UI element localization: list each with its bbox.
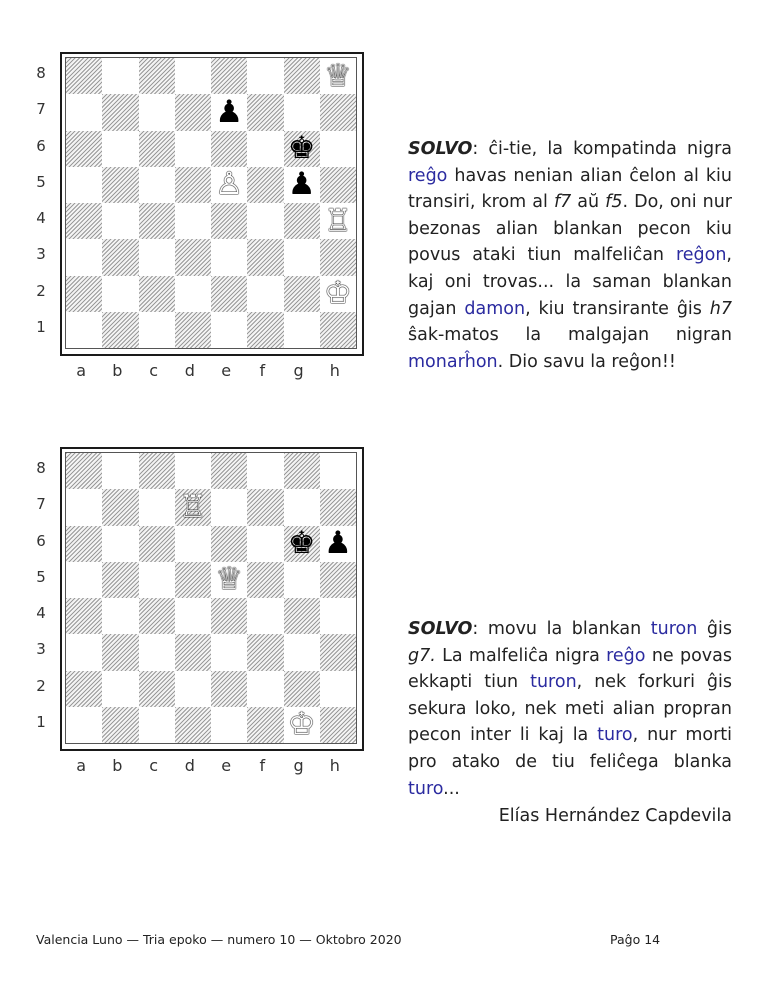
square-e2 [211,276,247,312]
square-b6 [102,526,138,562]
square-d8 [175,453,211,489]
rank-label: 5 [36,172,46,191]
square-a1 [66,707,102,743]
square-e4 [211,203,247,239]
square-h3 [320,634,356,670]
rank-label: 4 [36,209,46,227]
square-e7 [211,489,247,525]
file-label: h [329,756,340,775]
square-a3 [66,634,102,670]
square-a8 [66,58,102,94]
rank-label: 1 [36,712,46,731]
text-run: : ĉi-tie, la kompatinda nigra [472,139,732,159]
square-g7 [284,489,320,525]
rank-label: 4 [36,604,46,622]
square-ref: f5 [605,192,623,213]
square-ref: h7 [709,298,733,319]
square-f5 [247,562,283,598]
solution-text-2 [408,616,732,802]
square-h5 [320,562,356,598]
square-f8 [247,58,283,94]
square-f7 [247,489,283,525]
square-d2 [175,671,211,707]
square-d4 [175,203,211,239]
square-a8 [66,453,102,489]
rank-label: 2 [36,281,46,300]
square-d2 [175,276,211,312]
rank-labels [30,55,52,345]
square-c8 [139,453,175,489]
square-f6 [247,526,283,562]
square-a7 [66,489,102,525]
solvo-label: SOLVO [408,139,473,159]
square-g2 [284,671,320,707]
square-a4 [66,598,102,634]
rank-label: 8 [36,459,46,477]
square-c7 [139,489,175,525]
square-e5 [211,562,247,598]
square-c5 [139,562,175,598]
black-king-icon: ♚ [287,130,316,167]
file-label: c [149,361,159,380]
black-pawn-icon: ♟ [215,93,244,130]
square-g5 [284,167,320,203]
rank-label: 2 [36,676,46,695]
rank-label: 1 [36,317,46,336]
square-e5 [211,167,247,203]
square-b1 [102,312,138,348]
term-damon: damon [464,298,526,319]
square-g4 [284,598,320,634]
square-d7 [175,489,211,525]
file-label: e [221,756,232,775]
square-g7 [284,94,320,130]
solvo-label: SOLVO [408,619,473,639]
square-a2 [66,671,102,707]
square-a5 [66,167,102,203]
square-b2 [102,671,138,707]
footer-page-number: Paĝo 14 [610,932,661,947]
square-e3 [211,634,247,670]
square-c1 [139,312,175,348]
square-c8 [139,58,175,94]
square-e8 [211,453,247,489]
rank-label: 7 [36,100,46,119]
term-regon: reĝon [675,245,727,266]
file-label: b [112,756,123,775]
square-d4 [175,598,211,634]
text-run: La malfeliĉa nigra [435,645,607,666]
file-label: f [259,756,266,775]
square-d3 [175,634,211,670]
text-run: , nur morti pro atako de tiu feliĉega blanka [408,725,732,772]
file-label: e [221,361,232,380]
rank-label: 7 [36,495,46,514]
square-g6 [284,526,320,562]
square-h3 [320,239,356,275]
file-label: g [293,756,304,775]
square-h4 [320,598,356,634]
square-e1 [211,312,247,348]
square-g4 [284,203,320,239]
square-a5 [66,562,102,598]
square-a4 [66,203,102,239]
square-g2 [284,276,320,312]
file-labels [63,361,353,380]
square-a1 [66,312,102,348]
rank-labels [30,450,52,740]
term-turo: turo [408,778,444,799]
square-b8 [102,453,138,489]
square-e6 [211,526,247,562]
chess-board [60,447,364,751]
square-e1 [211,707,247,743]
square-f2 [247,671,283,707]
square-f1 [247,312,283,348]
square-b1 [102,707,138,743]
square-f4 [247,598,283,634]
square-f3 [247,239,283,275]
square-f4 [247,203,283,239]
text-run: , kaj oni trovas... la saman blankan gajan [408,245,732,319]
square-h6 [320,131,356,167]
square-g3 [284,239,320,275]
square-d6 [175,131,211,167]
chess-board [60,52,364,356]
white-king-icon: ♔ [323,275,352,312]
square-g5 [284,562,320,598]
term-rego: reĝo [606,645,646,666]
square-c2 [139,671,175,707]
term-monarhon: monarĥon [408,351,498,372]
square-b4 [102,203,138,239]
square-d1 [175,707,211,743]
square-c6 [139,131,175,167]
square-g6 [284,131,320,167]
square-c7 [139,94,175,130]
white-pawn-icon: ♙ [215,166,244,203]
square-b4 [102,598,138,634]
square-g8 [284,58,320,94]
square-e8 [211,58,247,94]
square-d5 [175,562,211,598]
square-d1 [175,312,211,348]
square-e7 [211,94,247,130]
file-labels [63,756,353,775]
white-rook-icon: ♖ [178,488,207,525]
square-h2 [320,671,356,707]
square-d5 [175,167,211,203]
square-g8 [284,453,320,489]
file-label: a [76,756,87,775]
square-h6 [320,526,356,562]
square-b5 [102,562,138,598]
text-run: ĝis [697,619,732,639]
square-b2 [102,276,138,312]
white-king-icon: ♔ [287,706,316,743]
square-e4 [211,598,247,634]
term-turo: turo [597,725,633,746]
square-f8 [247,453,283,489]
file-label: d [184,756,195,775]
square-f2 [247,276,283,312]
square-h5 [320,167,356,203]
square-ref: g7. [408,645,436,666]
rank-label: 6 [36,531,46,550]
square-c2 [139,276,175,312]
text-run: aŭ [571,192,606,213]
square-f7 [247,94,283,130]
square-g3 [284,634,320,670]
black-king-icon: ♚ [287,525,316,562]
file-label: c [149,756,159,775]
square-ref: f7 [553,192,572,213]
file-label: g [293,361,304,380]
square-h4 [320,203,356,239]
square-a7 [66,94,102,130]
square-c4 [139,203,175,239]
square-h7 [320,94,356,130]
square-d8 [175,58,211,94]
square-a2 [66,276,102,312]
board-grid [65,57,357,349]
square-b3 [102,634,138,670]
rank-label: 3 [36,245,46,264]
white-rook-icon: ♖ [323,202,352,239]
square-h8 [320,453,356,489]
square-d3 [175,239,211,275]
square-c5 [139,167,175,203]
square-h8 [320,58,356,94]
term-turon: turon [530,672,577,693]
file-label: a [76,361,87,380]
term-turon: turon [650,619,698,639]
white-queen-icon: ♕ [215,561,244,598]
footer-publication: Valencia Luno — Tria epoko — numero 10 — Oktobro 2020 [36,932,402,947]
rank-label: 3 [36,640,46,659]
square-g1 [284,312,320,348]
rank-label: 5 [36,567,46,586]
text-run: ŝak-matos la malgajan nigran [408,325,732,346]
square-g1 [284,707,320,743]
rank-label: 6 [36,136,46,155]
text-run: ... [443,778,460,799]
black-pawn-icon: ♟ [323,525,352,562]
square-h2 [320,276,356,312]
text-run: : movu la blankan [472,619,651,639]
square-a3 [66,239,102,275]
author-name: Elías Hernández Capdevila [498,806,732,826]
square-d7 [175,94,211,130]
text-run: , nek forkuri ĝis sekura loko, nek meti alian propran pecon inter li kaj la [408,672,732,746]
square-c3 [139,239,175,275]
square-e6 [211,131,247,167]
square-d6 [175,526,211,562]
square-c4 [139,598,175,634]
term-rego: reĝo [408,165,448,186]
text-run: . Do, oni nur bezonas alian blankan pecon kiu povus ataki tiun malfeliĉan [408,192,732,266]
square-h7 [320,489,356,525]
square-b5 [102,167,138,203]
square-c1 [139,707,175,743]
black-pawn-icon: ♟ [287,166,316,203]
solution-text-1 [408,136,732,375]
square-c3 [139,634,175,670]
square-f3 [247,634,283,670]
square-e3 [211,239,247,275]
board-grid [65,452,357,744]
file-label: h [329,361,340,380]
text-run: havas nenian alian ĉelon al kiu transiri, krom al [408,165,732,213]
square-h1 [320,312,356,348]
square-a6 [66,526,102,562]
square-b7 [102,489,138,525]
square-f6 [247,131,283,167]
rank-label: 8 [36,64,46,82]
text-run: . Dio savu la reĝon!! [497,351,676,372]
text-run: ne povas ekkapti tiun [408,645,732,693]
square-c6 [139,526,175,562]
square-b7 [102,94,138,130]
file-label: b [112,361,123,380]
white-queen-icon: ♕ [323,57,352,94]
square-e2 [211,671,247,707]
file-label: d [184,361,195,380]
square-h1 [320,707,356,743]
square-f5 [247,167,283,203]
square-b6 [102,131,138,167]
file-label: f [259,361,266,380]
square-a6 [66,131,102,167]
text-run: , kiu transirante ĝis [525,298,710,319]
square-f1 [247,707,283,743]
square-b3 [102,239,138,275]
square-b8 [102,58,138,94]
